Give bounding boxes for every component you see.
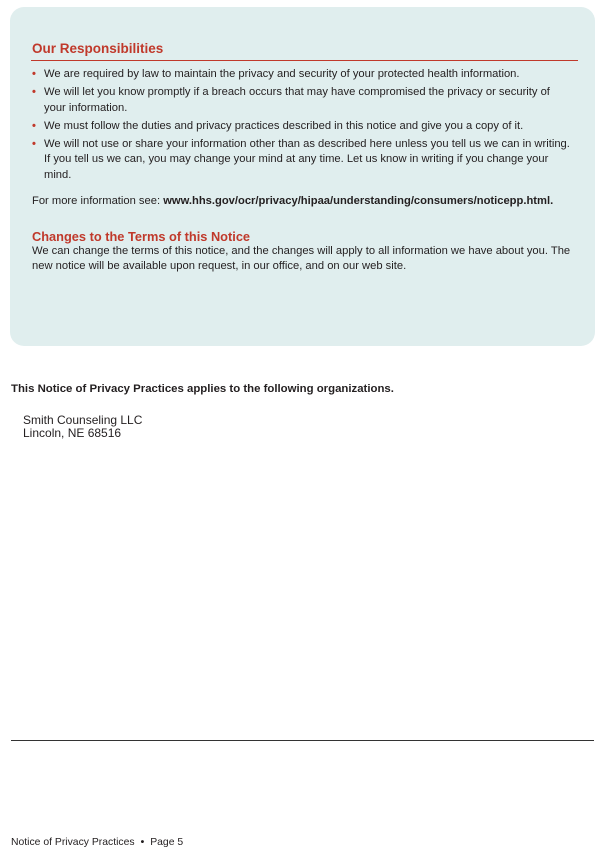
footer-divider xyxy=(11,740,594,741)
list-item-text: We will let you know promptly if a breach occurs that may have compromised the privacy or security of your information. xyxy=(44,86,550,114)
bullet-icon: • xyxy=(32,86,36,99)
list-item-text: We are required by law to maintain the privacy and security of your protected health information. xyxy=(44,68,520,80)
hhs-link[interactable]: www.hhs.gov/ocr/privacy/hipaa/understanding/consumers/noticepp.html. xyxy=(163,195,554,207)
page-number: Page 5 xyxy=(150,837,184,848)
responsibilities-list xyxy=(32,67,572,186)
organization-location: Lincoln, NE 68516 xyxy=(23,426,122,440)
organization-name: Smith Counseling LLC xyxy=(23,413,143,427)
heading-divider xyxy=(31,60,578,61)
responsibilities-heading: Our Responsibilities xyxy=(32,41,164,56)
more-info-prefix: For more information see: xyxy=(32,195,164,207)
list-item xyxy=(32,137,572,183)
bullet-icon: • xyxy=(32,119,36,132)
changes-heading: Changes to the Terms of this Notice xyxy=(32,229,251,244)
page-footer xyxy=(11,837,183,848)
list-item-text: We will not use or share your information other than as described here unless you tell us we can in writing. If you tell us we can, you may change your mind at any time. Let us know in writing if you change your mind. xyxy=(44,138,570,181)
bullet-icon: • xyxy=(32,138,36,151)
list-item-text: We must follow the duties and privacy practices described in this notice and give you a copy of it. xyxy=(44,119,524,132)
changes-body: We can change the terms of this notice, and the changes will apply to all information we have about you. The new notice will be available upon request, in our office, and on our web site. xyxy=(32,245,571,273)
footer-title: Notice of Privacy Practices xyxy=(11,837,135,848)
list-item xyxy=(32,67,572,82)
list-item xyxy=(32,119,572,134)
bullet-icon: • xyxy=(32,68,36,80)
organization-block xyxy=(23,414,142,440)
footer-separator: • xyxy=(140,837,145,848)
organizations-heading: This Notice of Privacy Practices applies to the following organizations. xyxy=(11,383,394,395)
list-item xyxy=(32,85,572,116)
more-info-line xyxy=(32,194,592,209)
